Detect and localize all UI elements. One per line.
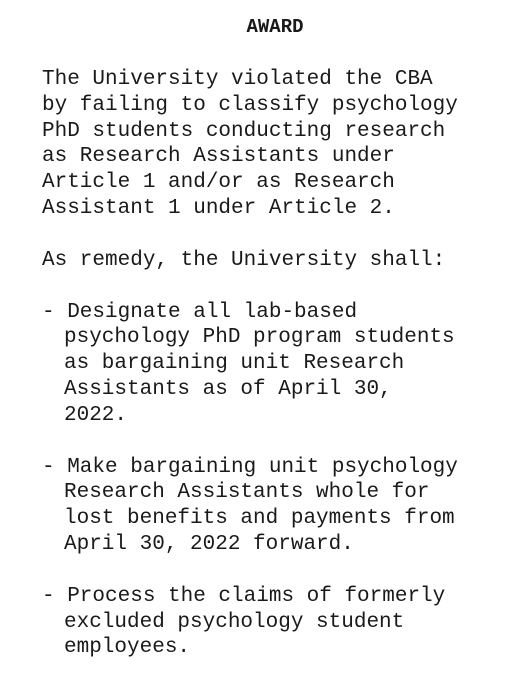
remedy-item-designate: - Designate all lab-based psychology PhD program students as bargaining unit Research Assistants as of April 30, 2022. bbox=[42, 300, 455, 427]
remedy-intro: As remedy, the University shall: bbox=[42, 248, 446, 272]
remedy-item-make-whole: - Make bargaining unit psychology Research Assistants whole for lost benefits and payments from April 30, 2022 forward. bbox=[42, 455, 458, 556]
remedy-list bbox=[42, 300, 492, 662]
award-document bbox=[42, 14, 492, 687]
finding-paragraph: The University violated the CBA by failing to classify psychology PhD students conducting research as Research Assistants under Article 1 and/or as Research Assistant 1 under Article 2. bbox=[42, 68, 458, 220]
remedy-item-process-claims: - Process the claims of formerly excluded psychology student employees. bbox=[42, 584, 446, 660]
document-title: AWARD bbox=[246, 16, 304, 38]
